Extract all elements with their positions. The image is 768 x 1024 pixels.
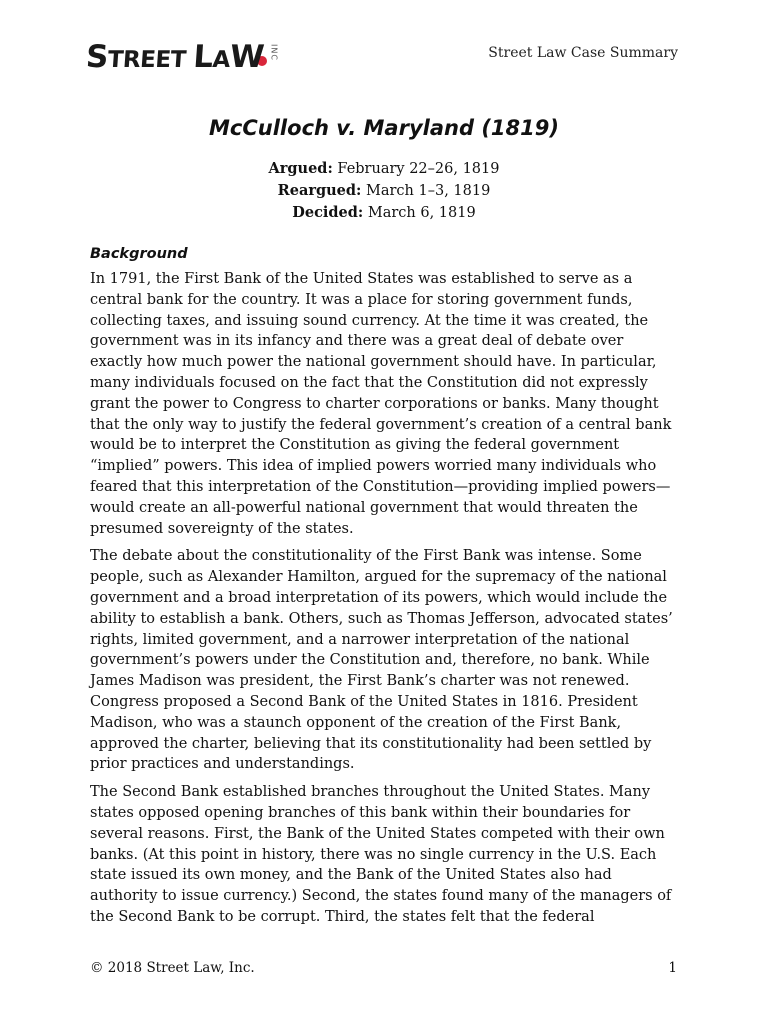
section-heading: Background <box>90 246 188 262</box>
footer-copyright: © 2018 Street Law, Inc. <box>90 960 255 976</box>
document-body <box>90 244 680 935</box>
logo-wordmark: STREET LAW <box>84 39 266 75</box>
body-paragraph: The Second Bank established branches throughout the United States. Many states opposed opening branches of this bank within their boundaries for several reasons. First, the Bank of the United States competed with their own banks. (At this point in history, there was no single currency in the U.S. Each state issued its own money, and the Bank of the United States also had authority to issue currency.) Second, the states found many of the managers of the Second Bank to be corrupt. Third, the states felt that the federal <box>90 784 672 925</box>
logo-inc: INC <box>269 44 279 61</box>
date-value: February 22–26, 1819 <box>332 161 500 177</box>
date-line-argued <box>0 158 768 180</box>
date-value: March 1–3, 1819 <box>361 183 491 199</box>
page-number: 1 <box>668 960 677 976</box>
date-label: Decided: <box>292 204 364 221</box>
date-label: Argued: <box>268 160 333 177</box>
body-paragraph: The debate about the constitutionality of the First Bank was intense. Some people, such as Alexander Hamilton, argued for the supremacy of the national government and a broad interpretation of its powers, which would include the ability to establish a bank. Others, such as Thomas Jefferson, advocated states’ rights, limited government, and a narrower interpretation of the national government’s powers under the Constitution and, therefore, no bank. While James Madison was president, the First Bank’s charter was not renewed. Congress proposed a Second Bank of the United States in 1816. President Madison, who was a staunch opponent of the creation of the First Bank, approved the charter, believing that its constitutionality had been settled by prior practices and understandings. <box>90 548 673 773</box>
street-law-logo <box>86 38 279 76</box>
page-title: McCulloch v. Maryland (1819) <box>209 116 559 140</box>
case-dates <box>0 158 768 224</box>
date-value: March 6, 1819 <box>363 205 476 221</box>
header-label: Street Law Case Summary <box>488 45 678 61</box>
body-paragraph: In 1791, the First Bank of the United States was established to serve as a central bank for the country. It was a place for storing government funds, collecting taxes, and issuing sound currency. At the time it was created, the government was in its infancy and there was a great deal of debate over exactly how much power the national government should have. In particular, many individuals focused on the fact that the Constitution did not expressly grant the power to Congress to charter corporations or banks. Many thought that the only way to justify the federal government’s creation of a central bank would be to interpret the Constitution as giving the federal government “implied” powers. This idea of implied powers worried many individuals who feared that this interpretation of the Constitution—providing implied powers—would create an all-powerful national government that would threaten the presumed sovereignty of the states. <box>90 271 672 537</box>
date-label: Reargued: <box>277 182 362 199</box>
date-line-decided <box>0 202 768 224</box>
date-line-reargued <box>0 180 768 202</box>
